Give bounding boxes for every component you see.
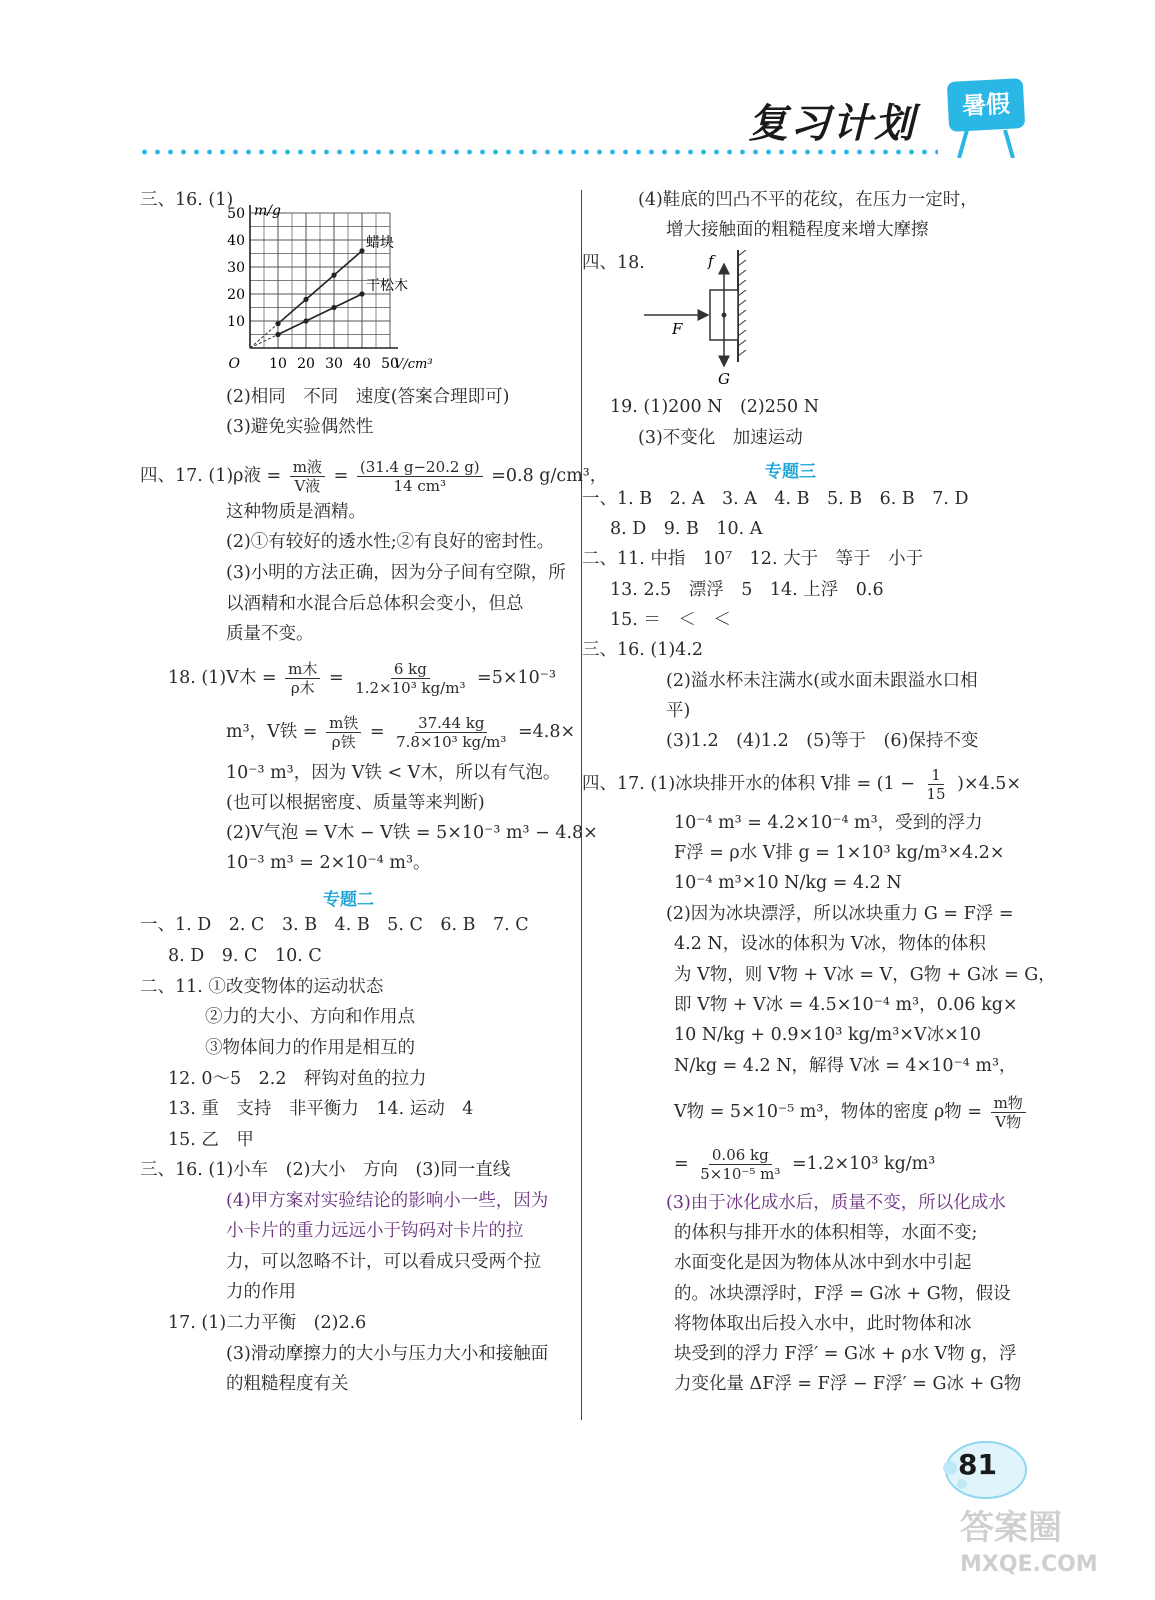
- header-dotted-rule: [138, 148, 938, 156]
- frac-num: m铁: [326, 714, 361, 733]
- t3-line: 15. ＝ ＜ ＜: [610, 610, 731, 630]
- q18-result: =5×10⁻³: [477, 668, 557, 688]
- force-diagram: [638, 250, 768, 390]
- q18b-fraction: [326, 714, 361, 751]
- data-point: [275, 321, 280, 326]
- q18-line: 10⁻³ m³ = 2×10⁻⁴ m³。: [226, 853, 431, 873]
- frac-den: V液: [294, 477, 321, 495]
- t3-line: 10⁻⁴ m³×10 N/kg = 4.2 N: [674, 873, 902, 893]
- data-point: [331, 305, 336, 310]
- t2-line: 13. 重 支持 非平衡力 14. 运动 4: [168, 1099, 474, 1119]
- y-axis-label: m/g: [254, 203, 281, 219]
- q18-prefix: 18. (1)V木 =: [168, 668, 277, 688]
- t3-line: F浮 = ρ水 V排 g = 1×10³ kg/m³×4.2×: [674, 843, 1005, 863]
- series-label: 蜡块: [366, 234, 394, 251]
- t3-line: 8. D 9. B 10. A: [610, 519, 763, 539]
- t3-line: 的。冰块漂浮时，F浮 = G冰 + G物，假设: [674, 1284, 1011, 1304]
- equals: =: [333, 466, 349, 486]
- t3-line: 块受到的浮力 F浮′ = G冰 + ρ水 V物 g，浮: [674, 1344, 1017, 1364]
- t3-line: 将物体取出后投入水中，此时物体和冰: [674, 1314, 972, 1334]
- frac-num: 1: [928, 766, 944, 785]
- t2-line: 小卡片的重力远远小于钩码对卡片的拉: [226, 1221, 524, 1241]
- q18-formula-1: [168, 660, 556, 697]
- frac-den: 7.8×10³ kg/m³: [396, 733, 507, 751]
- x-tick-label: 40: [353, 356, 371, 372]
- frac-num: m物: [991, 1094, 1026, 1113]
- label-F: F: [672, 320, 683, 338]
- easel-icon: [955, 130, 1017, 158]
- t3-density-fraction: [991, 1094, 1026, 1131]
- x-tick-label: 50: [381, 356, 399, 372]
- r-line: 增大接触面的粗糙程度来增大摩擦: [666, 220, 929, 240]
- t2-line: 一、1. D 2. C 3. B 4. B 5. C 6. B 7. C: [140, 915, 529, 935]
- data-point: [275, 332, 280, 337]
- frac-den: 5×10⁻⁵ m³: [700, 1165, 781, 1183]
- header-title: 复习计划: [748, 101, 916, 147]
- t2-line: 三、16. (1)小车 (2)大小 方向 (3)同一直线: [140, 1160, 511, 1180]
- q17-line: 质量不变。: [226, 624, 314, 644]
- equals: =: [328, 668, 344, 688]
- frac-num: 0.06 kg: [709, 1146, 772, 1165]
- t2-line: 17. (1)二力平衡 (2)2.6: [168, 1313, 367, 1333]
- q18b-prefix: m³，V铁 =: [226, 722, 318, 742]
- t3-q17-formula: [582, 766, 1021, 803]
- q18-formula-2: [226, 714, 575, 751]
- y-tick-label: 10: [227, 314, 245, 330]
- label-f: f: [708, 252, 714, 270]
- t2-line: 8. D 9. C 10. C: [168, 946, 322, 966]
- t3-line: 为 V物，则 V物 + V冰 = V，G物 + G冰 = G，: [674, 965, 1056, 985]
- t3-line: 水面变化是因为物体从冰中到水中引起: [674, 1253, 972, 1273]
- t2-line: (3)滑动摩擦力的大小与压力大小和接触面: [226, 1344, 549, 1364]
- q17-line: (3)小明的方法正确，因为分子间有空隙，所: [226, 563, 566, 583]
- label-G: G: [718, 370, 730, 388]
- r-line: (4)鞋底的凹凸不平的花纹，在压力一定时，: [638, 190, 978, 210]
- q17-line: (2)①有较好的透水性;②有良好的密封性。: [226, 532, 555, 552]
- t3-line: 13. 2.5 漂浮 5 14. 上浮 0.6: [610, 580, 884, 600]
- t3-line: (2)因为冰块漂浮，所以冰块重力 G = F浮 =: [666, 904, 1014, 924]
- frac-num: m液: [290, 458, 325, 477]
- r-q18-label: 四、18.: [582, 253, 645, 273]
- t3-line: 即 V物 + V冰 = 4.5×10⁻⁴ m³，0.06 kg×: [674, 995, 1018, 1015]
- q18-fraction: [352, 660, 468, 697]
- q17-line: 这种物质是酒精。: [226, 502, 366, 522]
- data-point: [359, 248, 364, 253]
- q17-formula: [140, 458, 607, 495]
- q17-fraction-2: [357, 458, 483, 495]
- frac-num: (31.4 g−20.2 g): [357, 458, 483, 477]
- frac-den: ρ铁: [331, 733, 356, 751]
- t2-line: 力，可以忽略不计，可以看成只受两个拉: [226, 1252, 541, 1272]
- t3-line: 力变化量 ΔF浮 = F浮 − F浮′ = G冰 + G物: [674, 1374, 1022, 1394]
- q18-line: (也可以根据密度、质量等来判断): [226, 793, 485, 813]
- y-tick-label: 30: [227, 260, 245, 276]
- q18-line: (2)V气泡 = V木 − V铁 = 5×10⁻³ m³ − 4.8×: [226, 823, 598, 843]
- t3-q17-fraction: [923, 766, 948, 803]
- frac-num: 6 kg: [391, 660, 430, 679]
- t3-line: N/kg = 4.2 N，解得 V冰 = 4×10⁻⁴ m³，: [674, 1056, 1017, 1076]
- t2-line: 的粗糙程度有关: [226, 1374, 349, 1394]
- t2-line: 12. 0～5 2.2 秤钩对鱼的拉力: [168, 1069, 427, 1089]
- t3-line: 10 N/kg + 0.9×10³ kg/m³×V冰×10: [674, 1025, 982, 1045]
- column-divider: [581, 190, 582, 1420]
- data-point: [359, 291, 364, 296]
- watermark-title: 答案圈: [960, 1508, 1062, 1548]
- t3-q17-result: )×4.5×: [957, 774, 1022, 794]
- q18b-result: =4.8×: [517, 722, 576, 742]
- wall-hatch: [738, 250, 746, 356]
- header-badge: 暑假: [947, 78, 1026, 132]
- t3-line: 4.2 N，设冰的体积为 V冰，物体的体积: [674, 934, 986, 954]
- q18b-fraction: [393, 714, 509, 751]
- frac-den: 15: [926, 785, 946, 803]
- q16-answer-2: (2)相同 不同 速度(答案合理即可): [226, 387, 510, 407]
- t2-line: ③物体间力的作用是相互的: [205, 1038, 415, 1058]
- x-tick-label: 20: [297, 356, 315, 372]
- frac-den: V物: [995, 1113, 1022, 1131]
- q17-prefix: 四、17. (1)ρ液 =: [140, 466, 282, 486]
- data-point: [303, 297, 308, 302]
- y-tick-label: 20: [227, 287, 245, 303]
- t3-density-fraction-2: [697, 1146, 783, 1183]
- topic-2-heading: 专题二: [323, 890, 374, 910]
- t3-density-formula: [674, 1094, 1029, 1131]
- r-line: 19. (1)200 N (2)250 N: [610, 397, 820, 417]
- t3-density-result: [674, 1146, 935, 1183]
- watermark-url: MXQE.COM: [960, 1552, 1098, 1577]
- mass-volume-chart: [222, 196, 452, 376]
- q16-answer-3: (3)避免实验偶然性: [226, 417, 374, 437]
- q17-fraction-1: [290, 458, 325, 495]
- x-tick-label: 10: [269, 356, 287, 372]
- frac-den: ρ木: [290, 679, 315, 697]
- q18-fraction: [285, 660, 320, 697]
- t3-q17-prefix: 四、17. (1)冰块排开水的体积 V排 = (1 −: [582, 774, 915, 794]
- t2-line: (4)甲方案对实验结论的影响小一些，因为: [226, 1191, 549, 1211]
- q16-label: 三、16. (1): [140, 190, 234, 210]
- q17-line: 以酒精和水混合后总体积会变小，但总: [226, 594, 524, 614]
- x-axis-label: V/cm³: [394, 357, 433, 372]
- t3-line: (2)溢水杯未注满水(或水面未跟溢水口相: [666, 671, 978, 691]
- t3-line: 10⁻⁴ m³ = 4.2×10⁻⁴ m³，受到的浮力: [674, 813, 983, 833]
- t3-line: 平): [666, 701, 691, 721]
- equals: =: [674, 1154, 689, 1174]
- t3-line: 的体积与排开水的体积相等，水面不变;: [674, 1223, 978, 1243]
- t3-density-value: =1.2×10³ kg/m³: [791, 1154, 936, 1174]
- t3-line: 一、1. B 2. A 3. A 4. B 5. B 6. B 7. D: [582, 489, 969, 509]
- t3-line: (3)由于冰化成水后，质量不变，所以化成水: [666, 1193, 1006, 1213]
- frac-den: 14 cm³: [393, 477, 446, 495]
- frac-den: 1.2×10³ kg/m³: [355, 679, 466, 697]
- q17-result: =0.8 g/cm³，: [491, 466, 608, 486]
- data-point: [331, 273, 336, 278]
- equals: =: [369, 722, 385, 742]
- t2-line: 力的作用: [226, 1282, 296, 1302]
- t2-line: 二、11. ①改变物体的运动状态: [140, 977, 384, 997]
- topic-3-heading: 专题三: [765, 462, 816, 482]
- data-point: [303, 318, 308, 323]
- q18-line: 10⁻³ m³，因为 V铁 < V木，所以有气泡。: [226, 763, 561, 783]
- frac-num: m木: [285, 660, 320, 679]
- t2-line: 15. 乙 甲: [168, 1130, 254, 1150]
- x-tick-label: 30: [325, 356, 343, 372]
- frac-num: 37.44 kg: [415, 714, 487, 733]
- series-label: 干松木: [366, 278, 408, 294]
- r-line: (3)不变化 加速运动: [638, 428, 803, 448]
- origin-label: O: [228, 356, 240, 372]
- t3-line: (3)1.2 (4)1.2 (5)等于 (6)保持不变: [666, 731, 979, 751]
- page-number: 81: [958, 1448, 997, 1481]
- t3-density-prefix: V物 = 5×10⁻⁵ m³，物体的密度 ρ物 =: [674, 1102, 982, 1122]
- t2-line: ②力的大小、方向和作用点: [205, 1007, 415, 1027]
- y-tick-label: 50: [227, 206, 245, 222]
- t3-line: 三、16. (1)4.2: [582, 640, 704, 660]
- t3-line: 二、11. 中指 10⁷ 12. 大于 等于 小于: [582, 549, 924, 569]
- y-tick-label: 40: [227, 233, 245, 249]
